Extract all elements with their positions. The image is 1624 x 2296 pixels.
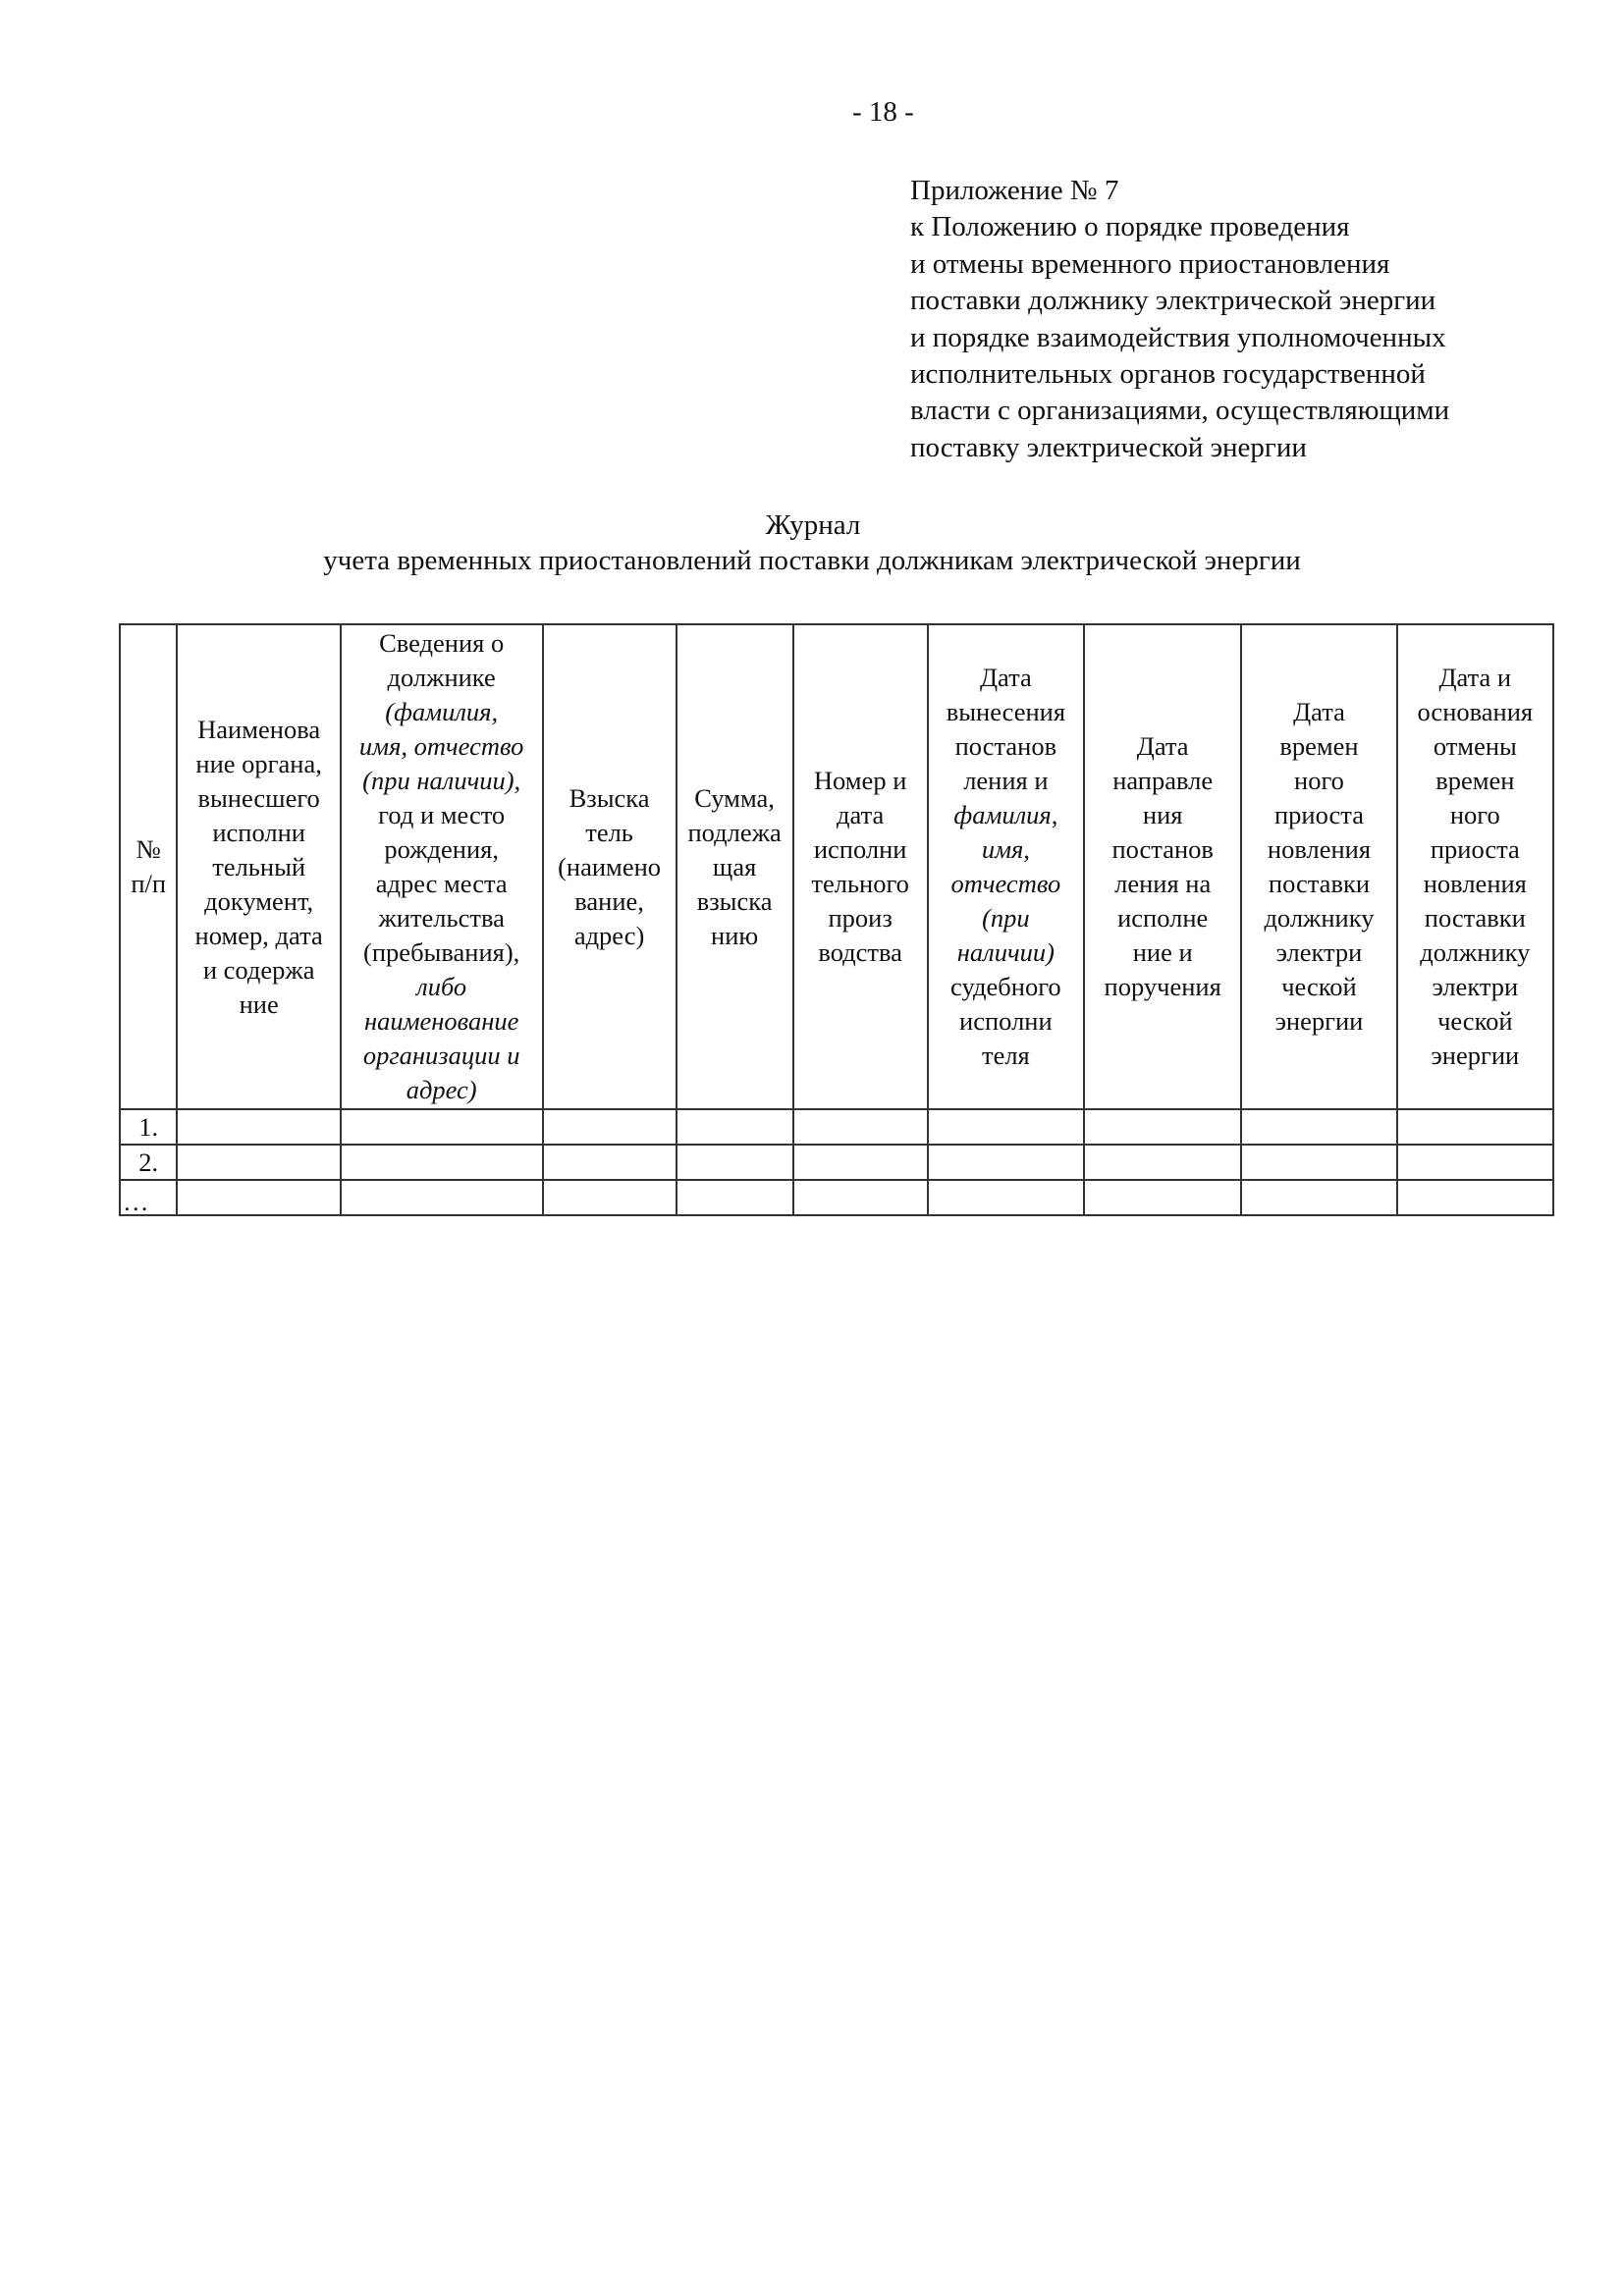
appendix-line: поставку электрической энергии (910, 431, 1307, 463)
table-cell (677, 1109, 793, 1145)
header-line: ческой (1281, 972, 1357, 1001)
table-cell (1241, 1109, 1396, 1145)
column-header-number (120, 624, 177, 1109)
header-line: теля (981, 1041, 1030, 1070)
header-line: жительства (378, 903, 505, 933)
header-line: энергии (1274, 1006, 1364, 1036)
appendix-line: исполнительных органов государственной (910, 358, 1426, 391)
header-line: организации и (362, 1041, 520, 1070)
column-header-amount (677, 624, 793, 1109)
header-line: должнику (1264, 903, 1375, 933)
table-cell (1241, 1145, 1396, 1180)
header-line: вание, (574, 885, 644, 916)
column-header-sending-date (1084, 624, 1241, 1109)
table-cell (1084, 1180, 1241, 1215)
header-line: времен (1279, 731, 1359, 761)
table-cell (793, 1145, 928, 1180)
header-line: Взыска (568, 782, 650, 813)
header-line: имя, отчество (358, 731, 524, 761)
header-line: отмены (1433, 731, 1517, 761)
header-line: либо (416, 972, 467, 1001)
appendix-line: и порядке взаимодействия уполномоченных (910, 321, 1446, 353)
header-line: адрес) (573, 920, 645, 950)
table-cell (543, 1109, 677, 1145)
header-line: документ, (204, 885, 314, 916)
header-line: фамилия, (953, 800, 1058, 829)
header-line: (фамилия, (385, 697, 499, 726)
header-line: нию (711, 920, 759, 950)
journal-heading (0, 507, 1624, 578)
header-line: электри (1432, 972, 1519, 1001)
header-line: Дата и (1438, 663, 1512, 692)
header-line: отчество (950, 869, 1061, 898)
header-line: новления (1423, 869, 1527, 898)
header-line: исполни (212, 817, 305, 847)
table-cell (928, 1180, 1084, 1215)
header-line: исполне (1117, 903, 1209, 933)
column-header-claimant (543, 624, 677, 1109)
header-line: наличии) (956, 937, 1055, 967)
table-cell (928, 1109, 1084, 1145)
header-line: основания (1417, 697, 1534, 726)
header-line: Дата (979, 663, 1032, 692)
table-cell (677, 1180, 793, 1215)
table-cell (543, 1145, 677, 1180)
row-number: 1. (120, 1109, 177, 1145)
header-line: поставки (1424, 903, 1526, 933)
header-line: ние (239, 988, 279, 1019)
header-line: имя, (981, 834, 1030, 864)
header-line: тельный (212, 851, 306, 881)
header-line: вынесения (946, 697, 1066, 726)
header-line: приоста (1274, 800, 1364, 829)
header-line: щая (712, 851, 757, 881)
table-row (120, 1109, 1553, 1145)
header-line: Сумма, (694, 782, 775, 813)
header-line: энергии (1431, 1041, 1520, 1070)
header-line: Сведения о (379, 628, 505, 658)
header-line: (пребывания), (363, 937, 520, 967)
header-line: п/п (131, 869, 167, 898)
table-body (120, 1109, 1553, 1215)
table-cell (1241, 1180, 1396, 1215)
header-line: № (135, 834, 161, 864)
journal-table (119, 623, 1554, 1216)
table-cell (1397, 1180, 1553, 1215)
row-number: … (120, 1180, 177, 1215)
header-line: (наимено (558, 851, 662, 881)
header-line: тель (585, 817, 633, 847)
table-cell (1084, 1145, 1241, 1180)
column-header-resolution-date (928, 624, 1084, 1109)
header-line: произ (828, 903, 893, 933)
page-number: - 18 - (852, 96, 914, 128)
header-line: дата (837, 800, 885, 829)
table-cell (177, 1109, 340, 1145)
column-header-proceedings (793, 624, 928, 1109)
header-line: исполни (959, 1006, 1053, 1036)
appendix-reference (910, 173, 1449, 466)
header-line: ления и (963, 766, 1049, 795)
appendix-line: поставки должнику электрической энергии (910, 285, 1436, 317)
header-line: должнику (1420, 937, 1531, 967)
header-line: водства (818, 937, 902, 967)
row-number: 2. (120, 1145, 177, 1180)
header-line: адрес места (375, 869, 508, 898)
table-cell (341, 1145, 543, 1180)
header-line: год и место (378, 800, 506, 829)
header-line: ного (1294, 766, 1344, 795)
header-line: поставки (1268, 869, 1371, 898)
header-line: ческой (1437, 1006, 1513, 1036)
table-cell (177, 1180, 340, 1215)
table-cell (793, 1109, 928, 1145)
header-line: постанов (954, 731, 1057, 761)
header-line: и содержа (202, 954, 315, 985)
table-cell (177, 1145, 340, 1180)
header-line: времен (1435, 766, 1515, 795)
table-cell (1397, 1109, 1553, 1145)
appendix-line: Приложение № 7 (910, 175, 1119, 206)
header-line: (при наличии), (362, 766, 521, 795)
table-cell (1084, 1109, 1241, 1145)
table-cell (341, 1109, 543, 1145)
header-line: взыска (696, 885, 773, 916)
header-line: должнике (387, 663, 496, 692)
header-line: приоста (1430, 834, 1520, 864)
column-header-cancellation-date (1397, 624, 1553, 1109)
header-line: ного (1449, 800, 1500, 829)
table-cell (543, 1180, 677, 1215)
header-line: Наименова (197, 714, 321, 744)
header-line: ние органа, (195, 748, 322, 778)
header-line: наименование (363, 1006, 519, 1036)
appendix-line: и отмены временного приостановления (910, 247, 1390, 280)
appendix-line: власти с организациями, осуществляющими (910, 395, 1450, 427)
header-line: ления на (1114, 869, 1212, 898)
header-line: вынесшего (197, 782, 320, 813)
header-line: судебного (950, 972, 1061, 1001)
header-line: постанов (1111, 834, 1214, 864)
header-line: тельного (811, 869, 909, 898)
table-header-row (120, 624, 1553, 1109)
header-line: адрес) (406, 1075, 477, 1104)
header-line: (при (982, 903, 1030, 933)
header-line: Дата (1136, 731, 1189, 761)
journal-subtitle: учета временных приостановлений поставки должникам электрической энергии (323, 545, 1301, 576)
header-line: новления (1267, 834, 1372, 864)
column-header-debtor-info (341, 624, 543, 1109)
header-line: Номер и (813, 766, 907, 795)
header-line: рождения, (384, 834, 499, 864)
header-line: ния (1142, 800, 1183, 829)
table-row (120, 1145, 1553, 1180)
header-line: поручения (1104, 972, 1221, 1001)
header-line: направле (1112, 766, 1214, 795)
column-header-suspension-date (1241, 624, 1396, 1109)
table-cell (1397, 1145, 1553, 1180)
header-line: номер, дата (194, 920, 323, 950)
table-cell (793, 1180, 928, 1215)
header-line: ние и (1132, 937, 1193, 967)
table-cell (677, 1145, 793, 1180)
header-line: подлежа (687, 817, 782, 847)
column-header-issuing-body (177, 624, 340, 1109)
header-line: Дата (1293, 697, 1345, 726)
table-cell (341, 1180, 543, 1215)
header-line: исполни (813, 834, 907, 864)
appendix-line: к Положению о порядке проведения (910, 211, 1350, 243)
table-cell (928, 1145, 1084, 1180)
table-row (120, 1180, 1553, 1215)
header-line: электри (1275, 937, 1363, 967)
journal-title: Журнал (765, 509, 861, 541)
